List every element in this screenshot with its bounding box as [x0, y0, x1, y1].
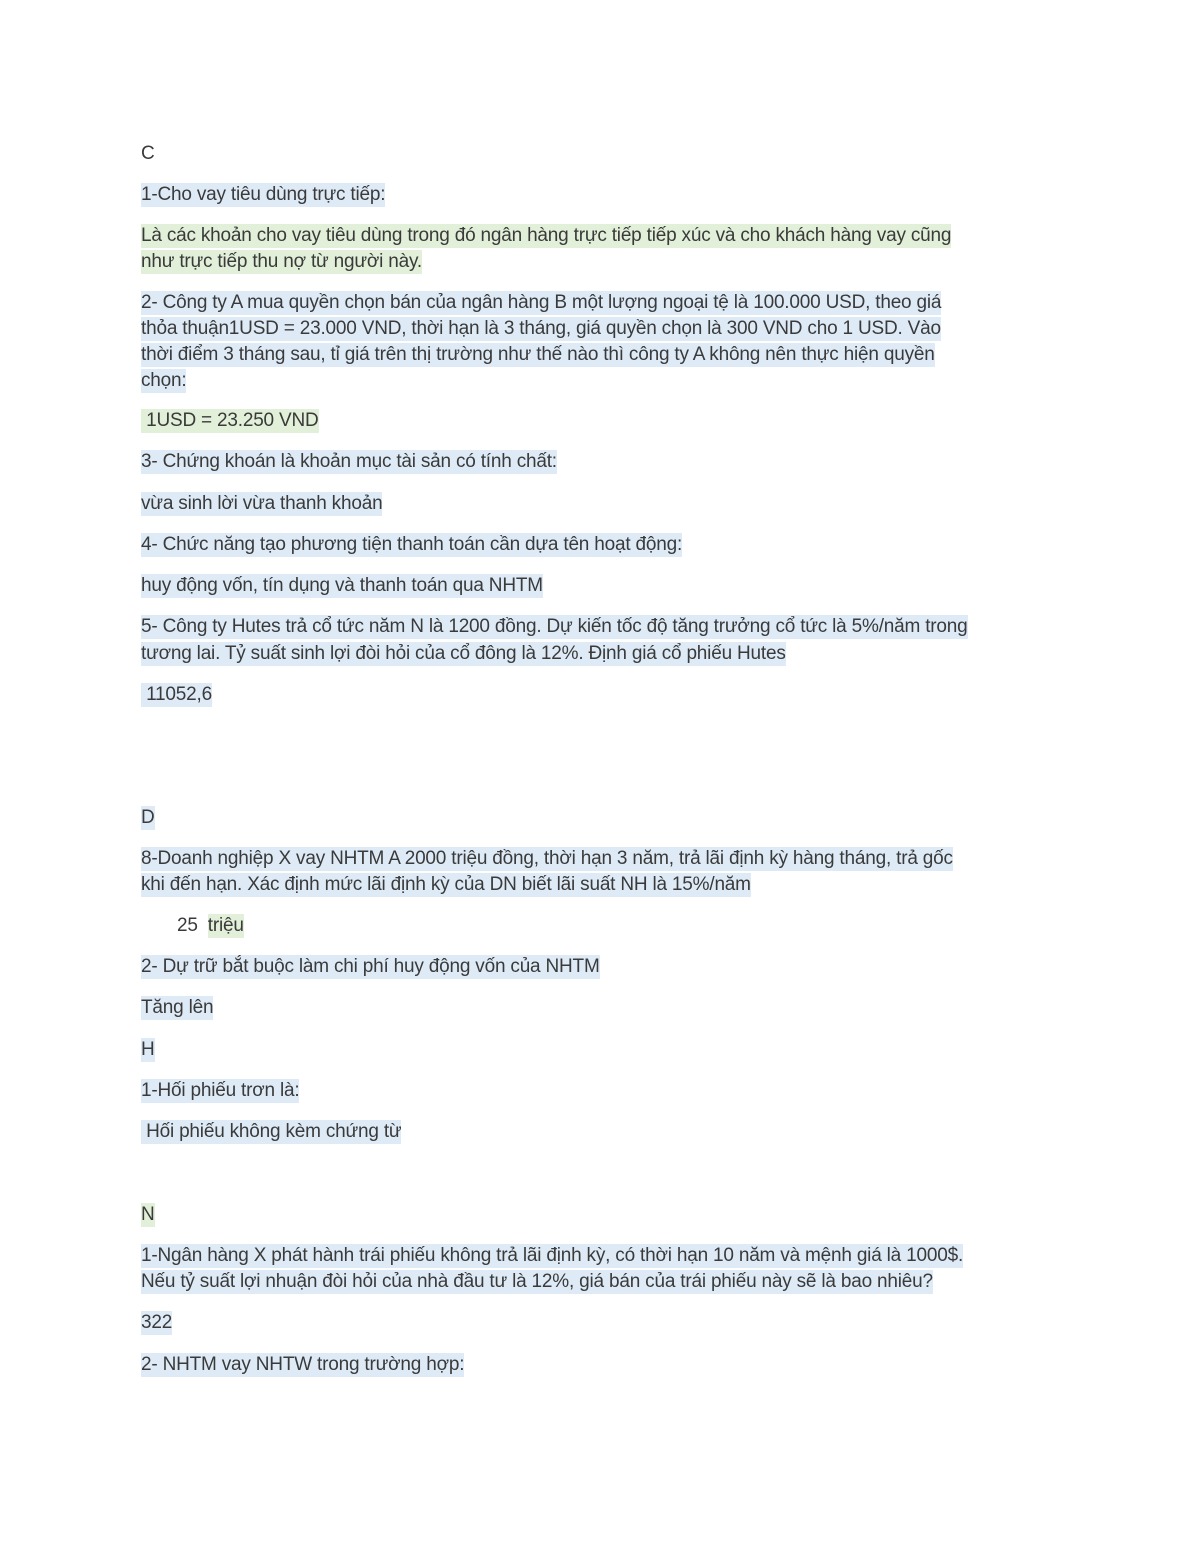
question-text: 4- Chức năng tạo phương tiện thanh toán cần dựa tên hoạt động:: [141, 534, 683, 555]
answer-unit: triệu: [207, 915, 244, 936]
answer-d8: [177, 913, 244, 938]
answer-text: huy động vốn, tín dụng và thanh toán qua NHTM: [141, 575, 543, 596]
section-heading-d: [141, 805, 155, 830]
answer-c2: [141, 408, 319, 433]
question-text: 1-Cho vay tiêu dùng trực tiếp:: [141, 184, 386, 205]
answer-c1-line-1: [141, 223, 951, 248]
question-text: 2- NHTM vay NHTW trong trường hợp:: [141, 1354, 465, 1375]
question-d8-line-1: [141, 846, 953, 871]
question-c2-line-1: [141, 290, 941, 315]
answer-number: 25: [177, 915, 198, 936]
question-text: Nếu tỷ suất lợi nhuận đòi hỏi của nhà đầu tư là 12%, giá bán của trái phiếu này sẽ là bao nhiêu?: [141, 1271, 933, 1292]
section-heading-h: [141, 1037, 155, 1062]
answer-text: 322: [141, 1312, 173, 1333]
question-text: khi đến hạn. Xác định mức lãi định kỳ của DN biết lãi suất NH là 15%/năm: [141, 874, 751, 895]
question-c1: [141, 182, 385, 207]
question-c2-line-2: [141, 316, 941, 341]
question-text: chọn:: [141, 370, 187, 391]
answer-text: vừa sinh lời vừa thanh khoản: [141, 493, 383, 514]
section-heading-c: [141, 141, 155, 166]
answer-c1-line-2: [141, 249, 422, 274]
question-text: 8-Doanh nghiệp X vay NHTM A 2000 triệu đồng, thời hạn 3 năm, trả lãi định kỳ hàng tháng, trả gốc: [141, 848, 953, 869]
question-c5-line-2: [141, 641, 786, 666]
question-n2: [141, 1352, 464, 1377]
question-text: 1-Ngân hàng X phát hành trái phiếu không trả lãi định kỳ, có thời hạn 10 năm và mệnh giá là 1000$.: [141, 1245, 964, 1266]
answer-d2: [141, 995, 213, 1020]
question-text: 2- Dự trữ bắt buộc làm chi phí huy động vốn của NHTM: [141, 956, 600, 977]
heading-text: N: [141, 1204, 155, 1225]
answer-text: như trực tiếp thu nợ từ người này.: [141, 251, 422, 272]
heading-text: D: [141, 807, 155, 828]
answer-h1: [141, 1119, 401, 1144]
answer-c5: [141, 682, 212, 707]
question-d8-line-2: [141, 872, 751, 897]
answer-text: 1USD = 23.250 VND: [141, 410, 319, 431]
question-text: 2- Công ty A mua quyền chọn bán của ngân hàng B một lượng ngoại tệ là 100.000 USD, theo giá: [141, 292, 942, 313]
section-heading-n: [141, 1202, 155, 1227]
answer-text: Tăng lên: [141, 997, 214, 1018]
answer-n1: [141, 1310, 172, 1335]
answer-text: Hối phiếu không kèm chứng từ: [141, 1121, 402, 1142]
question-text: tương lai. Tỷ suất sinh lợi đòi hỏi của cổ đông là 12%. Định giá cổ phiếu Hutes: [141, 643, 786, 664]
heading-text: H: [141, 1039, 155, 1060]
question-text: 1-Hối phiếu trơn là:: [141, 1080, 300, 1101]
question-n1-line-1: [141, 1243, 963, 1268]
question-c3: [141, 449, 557, 474]
question-c2-line-4: [141, 368, 186, 393]
question-c2-line-3: [141, 342, 935, 367]
question-d2: [141, 954, 600, 979]
question-c5-line-1: [141, 614, 968, 639]
question-text: 5- Công ty Hutes trả cổ tức năm N là 1200 đồng. Dự kiến tốc độ tăng trưởng cổ tức là 5%/năm trong: [141, 616, 968, 637]
question-n1-line-2: [141, 1269, 933, 1294]
question-text: 3- Chứng khoán là khoản mục tài sản có tính chất:: [141, 451, 557, 472]
heading-text: C: [141, 143, 155, 164]
answer-c4: [141, 573, 543, 598]
answer-text: 11052,6: [141, 684, 212, 705]
answer-c3: [141, 491, 382, 516]
question-h1: [141, 1078, 299, 1103]
answer-text: Là các khoản cho vay tiêu dùng trong đó ngân hàng trực tiếp tiếp xúc và cho khách hàng vay cũng: [141, 225, 952, 246]
question-text: thỏa thuận1USD = 23.000 VND, thời hạn là 3 tháng, giá quyền chọn là 300 VND cho 1 USD. Vào: [141, 318, 941, 339]
question-text: thời điểm 3 tháng sau, tỉ giá trên thị trường như thế nào thì công ty A không nên thực hiện quyền: [141, 344, 935, 365]
question-c4: [141, 532, 682, 557]
